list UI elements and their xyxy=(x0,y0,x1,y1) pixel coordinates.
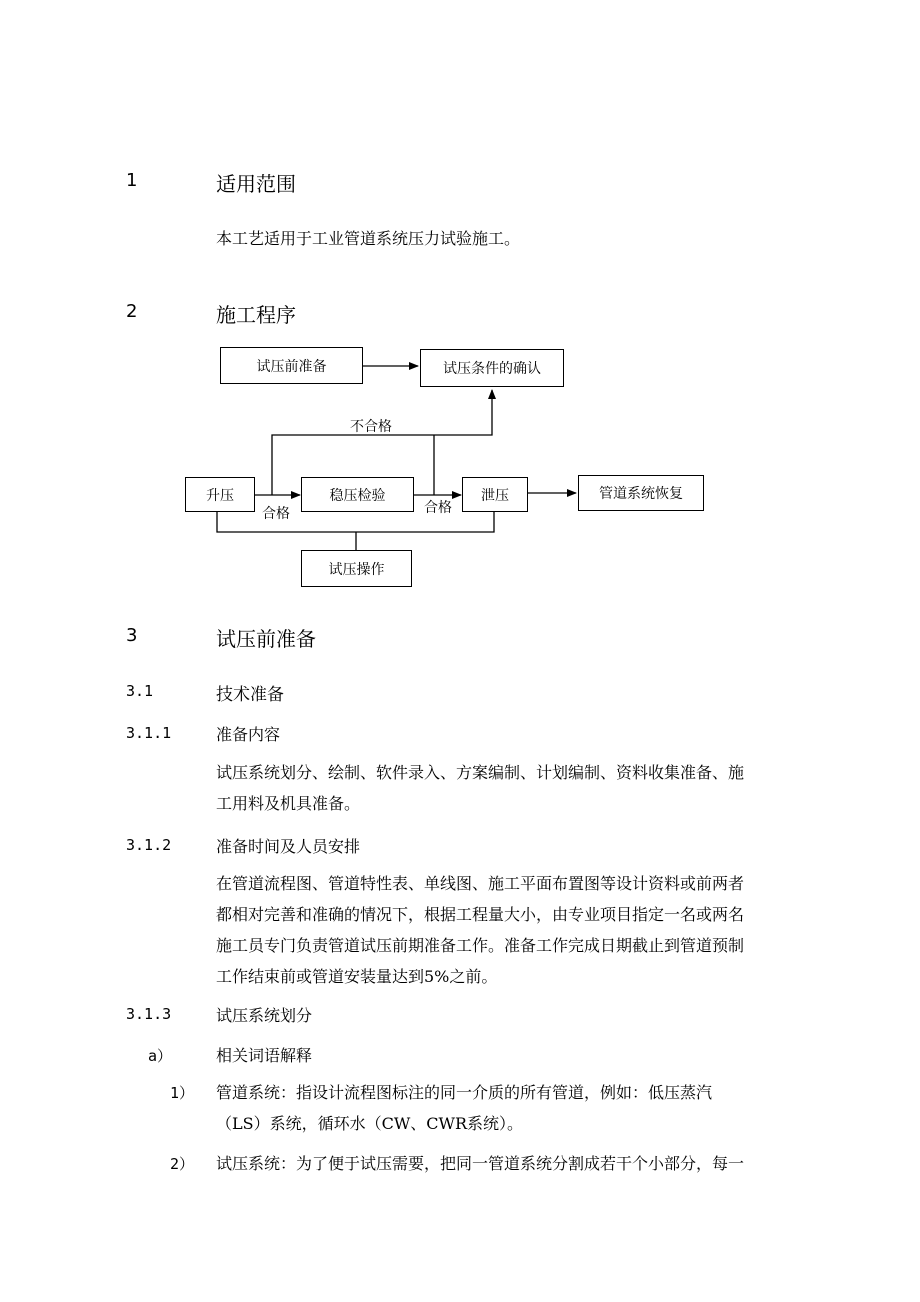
paragraph-line: 试压系统：为了便于试压需要，把同一管道系统分割成若干个小部分，每一 xyxy=(216,1154,745,1173)
section-3-1-2-paragraph xyxy=(216,868,744,992)
section-3-1-2-number: 3.1.2 xyxy=(126,836,172,854)
item-2-label: 2） xyxy=(170,1155,195,1173)
label-pass-2: 合格 xyxy=(424,500,452,516)
section-3-1-2-title: 准备时间及人员安排 xyxy=(216,837,361,856)
item-1-label: 1） xyxy=(170,1084,195,1102)
box-stabilize: 稳压检验 xyxy=(301,477,414,512)
section-1-number: 1 xyxy=(126,170,138,191)
box-release: 泄压 xyxy=(462,477,528,512)
section-3-1-1-number: 3.1.1 xyxy=(126,724,172,742)
paragraph-line: 在管道流程图、管道特性表、单线图、施工平面布置图等设计资料或前两者 xyxy=(216,874,745,893)
box-prep: 试压前准备 xyxy=(220,347,363,384)
section-3-1-1-title: 准备内容 xyxy=(216,725,281,744)
paragraph-line: 试压系统划分、绘制、软件录入、方案编制、计划编制、资料收集准备、施 xyxy=(216,763,745,782)
label-pass-1: 合格 xyxy=(262,506,290,522)
paragraph-line: 施工员专门负责管道试压前期准备工作。准备工作完成日期截止到管道预制 xyxy=(216,936,745,955)
section-2-title: 施工程序 xyxy=(216,303,296,327)
item-1-paragraph xyxy=(216,1077,712,1139)
section-3-1-3-number: 3.1.3 xyxy=(126,1005,172,1023)
section-3-number: 3 xyxy=(126,625,138,646)
paragraph-line: 工用料及机具准备。 xyxy=(216,794,361,813)
section-3-title: 试压前准备 xyxy=(216,627,316,651)
box-confirm: 试压条件的确认 xyxy=(420,349,564,387)
operate-bracket-line xyxy=(217,512,494,532)
item-a-text: 相关词语解释 xyxy=(216,1046,313,1065)
box-pressurize: 升压 xyxy=(185,477,255,512)
paragraph-line: 都相对完善和准确的情况下，根据工程量大小，由专业项目指定一名或两名 xyxy=(216,905,745,924)
section-3-1-3-title: 试压系统划分 xyxy=(216,1006,313,1025)
box-operate: 试压操作 xyxy=(301,550,412,587)
section-3-1-number: 3.1 xyxy=(126,682,154,700)
section-1-title: 适用范围 xyxy=(216,172,296,196)
label-fail: 不合格 xyxy=(350,419,392,435)
section-1-text: 本工艺适用于工业管道系统压力试验施工。 xyxy=(216,229,521,248)
item-2-paragraph xyxy=(216,1148,744,1179)
section-2-number: 2 xyxy=(126,301,138,322)
section-3-1-title: 技术准备 xyxy=(216,685,284,705)
item-a-label: a） xyxy=(148,1047,173,1065)
paragraph-line: （LS）系统，循环水（CW、CWR系统）。 xyxy=(216,1114,524,1133)
section-3-1-1-paragraph xyxy=(216,757,744,819)
paragraph-line: 管道系统：指设计流程图标注的同一介质的所有管道，例如：低压蒸汽 xyxy=(216,1083,713,1102)
box-restore: 管道系统恢复 xyxy=(578,475,704,511)
flowchart-connectors xyxy=(0,0,920,620)
paragraph-line: 工作结束前或管道安装量达到5%之前。 xyxy=(216,967,498,986)
